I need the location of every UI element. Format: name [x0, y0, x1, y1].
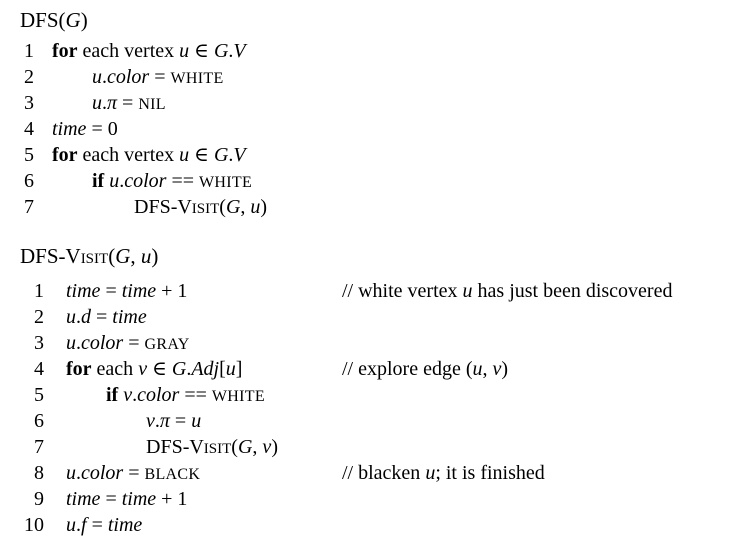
line-code: for each vertex u ∈ G.V	[52, 40, 246, 62]
line-code: u.color = BLACK	[66, 462, 201, 484]
procedure-title-dfs-visit: DFS-VISIT(G, u)	[20, 244, 159, 268]
line-number: 10	[24, 514, 44, 536]
line-number: 6	[24, 170, 34, 192]
line-comment: // blacken u; it is finished	[342, 462, 545, 484]
line-code: if v.color == WHITE	[106, 384, 265, 406]
line-number: 5	[24, 144, 34, 166]
line-code: for each vertex u ∈ G.V	[52, 144, 246, 166]
line-number: 7	[34, 436, 44, 458]
line-number: 4	[24, 118, 34, 140]
line-number: 5	[34, 384, 44, 406]
line-number: 6	[34, 410, 44, 432]
line-number: 3	[24, 92, 34, 114]
line-number: 2	[34, 306, 44, 328]
line-number: 9	[34, 488, 44, 510]
line-number: 3	[34, 332, 44, 354]
procedure-title-dfs: DFS(G)	[20, 8, 88, 32]
line-number: 8	[34, 462, 44, 484]
line-code: u.color = WHITE	[92, 66, 224, 88]
line-code: if u.color == WHITE	[92, 170, 253, 192]
line-code: v.π = u	[146, 410, 202, 432]
line-code: u.d = time	[66, 306, 147, 328]
line-code: for each v ∈ G.Adj[u]	[66, 358, 243, 380]
line-comment: // explore edge (u, v)	[342, 358, 509, 380]
line-code: DFS-VISIT(G, u)	[134, 196, 268, 218]
line-code: time = time + 1	[66, 488, 188, 510]
line-number: 4	[34, 358, 44, 380]
line-number: 2	[24, 66, 34, 88]
line-comment: // white vertex u has just been discovered	[342, 280, 673, 302]
line-code: u.f = time	[66, 514, 143, 536]
line-code: DFS-VISIT(G, v)	[146, 436, 278, 458]
line-code: time = time + 1	[66, 280, 188, 302]
line-code: time = 0	[52, 118, 118, 140]
line-code: u.color = GRAY	[66, 332, 190, 354]
line-number: 1	[24, 40, 34, 62]
line-code: u.π = NIL	[92, 92, 166, 114]
line-number: 1	[34, 280, 44, 302]
line-number: 7	[24, 196, 34, 218]
